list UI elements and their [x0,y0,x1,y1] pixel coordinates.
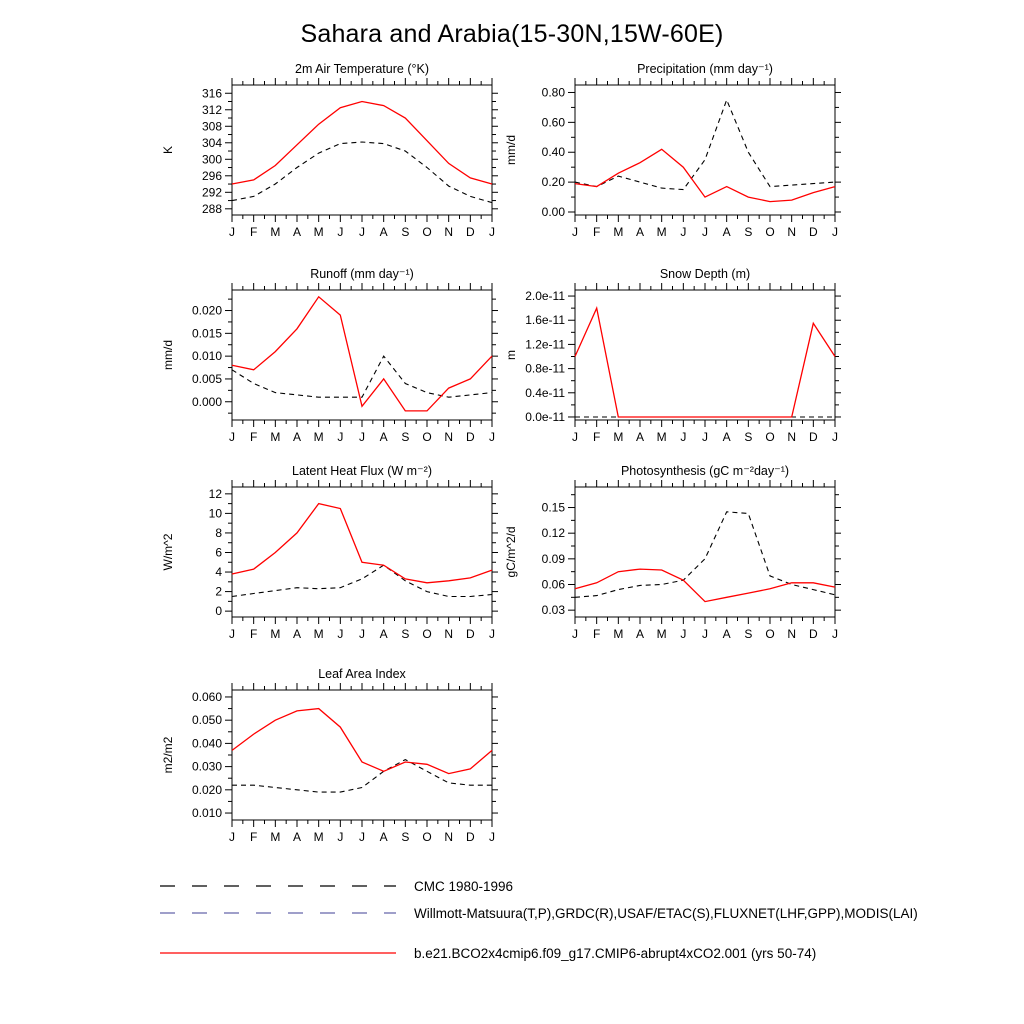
y-tick-label: 0.030 [191,759,222,774]
x-tick-label: J [229,225,235,239]
x-tick-label: J [337,430,344,444]
y-tick-label: 292 [201,185,222,200]
legend-label: CMC 1980-1996 [414,878,514,894]
chart-snow-depth [489,262,841,462]
chart-precipitation [489,57,841,257]
x-tick-label: F [249,430,258,444]
y-tick-label: 0.4e-11 [525,385,565,400]
series-observation [232,760,492,793]
y-tick-label: 0.03 [541,603,565,618]
x-tick-label: J [832,430,838,444]
series-observation [232,142,492,203]
y-tick-label: 0.010 [191,806,222,821]
x-tick-label: N [444,830,454,844]
chart-latent-heat-flux [146,459,498,659]
y-axis-label: mm/d [161,340,175,370]
x-tick-label: F [592,430,601,444]
y-axis-label: mm/d [504,135,518,165]
plot-frame [575,487,835,617]
x-tick-label: M [613,225,624,239]
y-tick-label: 0.20 [541,175,565,190]
y-axis-label: m2/m2 [161,736,175,774]
chart-title: Latent Heat Flux (W m⁻²) [292,464,432,478]
x-tick-label: N [444,430,454,444]
plot-frame [575,85,835,215]
y-tick-label: 288 [201,201,222,216]
x-tick-label: J [229,430,235,444]
y-tick-label: 0.12 [541,526,565,541]
series-model [232,709,492,774]
y-tick-label: 0.09 [541,551,565,566]
x-tick-label: J [680,430,687,444]
x-tick-label: A [722,430,731,444]
y-tick-label: 0 [215,604,222,619]
y-tick-label: 1.6e-11 [525,313,565,328]
x-tick-label: J [337,627,344,641]
x-tick-label: F [249,627,258,641]
y-tick-label: 2.0e-11 [525,289,565,304]
y-tick-label: 0.06 [541,577,565,592]
x-tick-label: D [465,627,475,641]
chart-title: Snow Depth (m) [659,267,751,281]
y-tick-label: 0.015 [191,326,222,341]
x-tick-label: J [572,627,578,641]
x-tick-label: J [489,627,495,641]
x-tick-label: A [722,627,731,641]
x-tick-label: O [422,430,432,444]
legend-item-1 [158,905,918,921]
legend-item-2 [158,945,816,961]
x-tick-label: S [401,225,410,239]
chart-leaf-area-index [146,662,498,862]
x-tick-label: M [313,430,324,444]
legend [158,878,1018,988]
x-tick-label: J [702,430,708,444]
y-tick-label: 308 [201,119,222,134]
y-tick-label: 12 [208,486,222,501]
chart-title: Photosynthesis (gC m⁻²day⁻¹) [620,464,790,478]
series-model [232,102,492,185]
x-tick-label: F [249,225,258,239]
legend-line-sample [158,879,398,893]
x-tick-label: A [379,430,388,444]
chart-photosynthesis [489,459,841,659]
y-tick-label: 0.005 [191,371,222,386]
x-tick-label: J [702,225,708,239]
y-tick-label: 0.020 [191,782,222,797]
y-tick-label: 0.000 [191,394,222,409]
x-tick-label: F [592,627,601,641]
legend-line-sample [158,906,398,920]
x-tick-label: A [635,430,645,444]
x-tick-label: M [313,830,324,844]
y-tick-label: 0.0e-11 [525,409,565,424]
chart-title: Precipitation (mm day⁻¹) [637,62,773,76]
y-tick-label: 304 [201,135,222,150]
legend-item-0 [158,878,513,894]
x-tick-label: M [313,225,324,239]
x-tick-label: J [359,430,365,444]
figure-title: Sahara and Arabia(15-30N,15W-60E) [300,20,724,48]
y-tick-label: 0.060 [191,689,222,704]
y-tick-label: 0.040 [191,736,222,751]
x-tick-label: J [359,830,365,844]
x-tick-label: D [808,627,818,641]
x-tick-label: J [832,225,838,239]
x-tick-label: J [572,225,578,239]
x-tick-label: D [465,430,475,444]
x-tick-label: M [270,430,281,444]
x-tick-label: N [787,430,797,444]
y-tick-label: 2 [215,584,222,599]
legend-label: b.e21.BCO2x4cmip6.f09_g17.CMIP6-abrupt4xCO2.001 (yrs 50-74) [414,945,817,961]
x-tick-label: J [832,627,838,641]
plot-frame [232,487,492,617]
y-tick-label: 0.60 [541,115,565,130]
x-tick-label: A [379,830,388,844]
y-tick-label: 296 [201,168,222,183]
x-tick-label: F [592,225,601,239]
y-tick-label: 8 [215,525,222,540]
y-axis-label: m [504,350,518,360]
x-tick-label: M [613,430,624,444]
x-tick-label: O [422,830,432,844]
x-tick-label: J [337,225,344,239]
x-tick-label: M [656,430,667,444]
legend-label: Willmott-Matsuura(T,P),GRDC(R),USAF/ETAC(S),FLUXNET(LHF,GPP),MODIS(LAI) [414,905,918,921]
x-tick-label: J [680,627,687,641]
x-tick-label: M [613,627,624,641]
chart-title: 2m Air Temperature (°K) [295,62,429,76]
series-model [232,504,492,583]
y-tick-label: 0.050 [191,713,222,728]
x-tick-label: O [422,225,432,239]
x-tick-label: J [489,225,495,239]
series-model [232,297,492,411]
x-tick-label: O [765,225,775,239]
x-tick-label: J [359,225,365,239]
x-tick-label: S [744,225,753,239]
y-axis-label: gC/m^2/d [504,526,518,578]
x-tick-label: A [292,430,302,444]
x-tick-label: M [313,627,324,641]
x-tick-label: D [465,225,475,239]
series-model [575,149,835,201]
plot-frame [232,85,492,215]
x-tick-label: D [808,225,818,239]
x-tick-label: J [489,430,495,444]
x-tick-label: A [379,627,388,641]
x-tick-label: S [744,430,753,444]
y-tick-label: 1.2e-11 [525,337,565,352]
y-tick-label: 0.15 [541,500,565,515]
y-axis-label: W/m^2 [161,533,175,571]
x-tick-label: N [787,225,797,239]
x-tick-label: J [572,430,578,444]
y-tick-label: 0.020 [191,303,222,318]
x-tick-label: M [270,225,281,239]
x-tick-label: O [422,627,432,641]
x-tick-label: J [229,830,235,844]
y-tick-label: 10 [208,506,222,521]
series-observation [232,356,492,397]
y-tick-label: 0.40 [541,145,565,160]
x-tick-label: F [249,830,258,844]
x-tick-label: D [465,830,475,844]
x-tick-label: A [722,225,731,239]
y-tick-label: 6 [215,545,222,560]
y-tick-label: 0.80 [541,85,565,100]
x-tick-label: D [808,430,818,444]
plot-frame [232,690,492,820]
y-tick-label: 312 [201,102,222,117]
y-tick-label: 316 [201,86,222,101]
x-tick-label: M [270,830,281,844]
legend-line-sample [158,946,398,960]
x-tick-label: S [401,830,410,844]
x-tick-label: A [292,627,302,641]
y-tick-label: 0.010 [191,349,222,364]
x-tick-label: A [379,225,388,239]
x-tick-label: J [489,830,495,844]
series-model [575,308,835,417]
x-tick-label: S [744,627,753,641]
x-tick-label: J [702,627,708,641]
y-tick-label: 0.8e-11 [525,361,565,376]
x-tick-label: S [401,627,410,641]
x-tick-label: J [229,627,235,641]
x-tick-label: A [292,225,302,239]
x-tick-label: N [444,225,454,239]
x-tick-label: M [656,627,667,641]
x-tick-label: O [765,627,775,641]
x-tick-label: A [292,830,302,844]
x-tick-label: S [401,430,410,444]
chart-title: Runoff (mm day⁻¹) [310,267,414,281]
x-tick-label: N [787,627,797,641]
x-tick-label: A [635,627,645,641]
chart-runoff [146,262,498,462]
y-tick-label: 4 [215,565,222,580]
x-tick-label: N [444,627,454,641]
x-tick-label: J [680,225,687,239]
x-tick-label: M [656,225,667,239]
y-axis-label: K [161,145,175,155]
x-tick-label: O [765,430,775,444]
y-tick-label: 300 [201,152,222,167]
x-tick-label: A [635,225,645,239]
series-observation [575,512,835,598]
x-tick-label: J [359,627,365,641]
chart-air-temperature [146,57,498,257]
x-tick-label: M [270,627,281,641]
y-tick-label: 0.00 [541,205,565,220]
x-tick-label: J [337,830,344,844]
chart-title: Leaf Area Index [318,667,406,681]
